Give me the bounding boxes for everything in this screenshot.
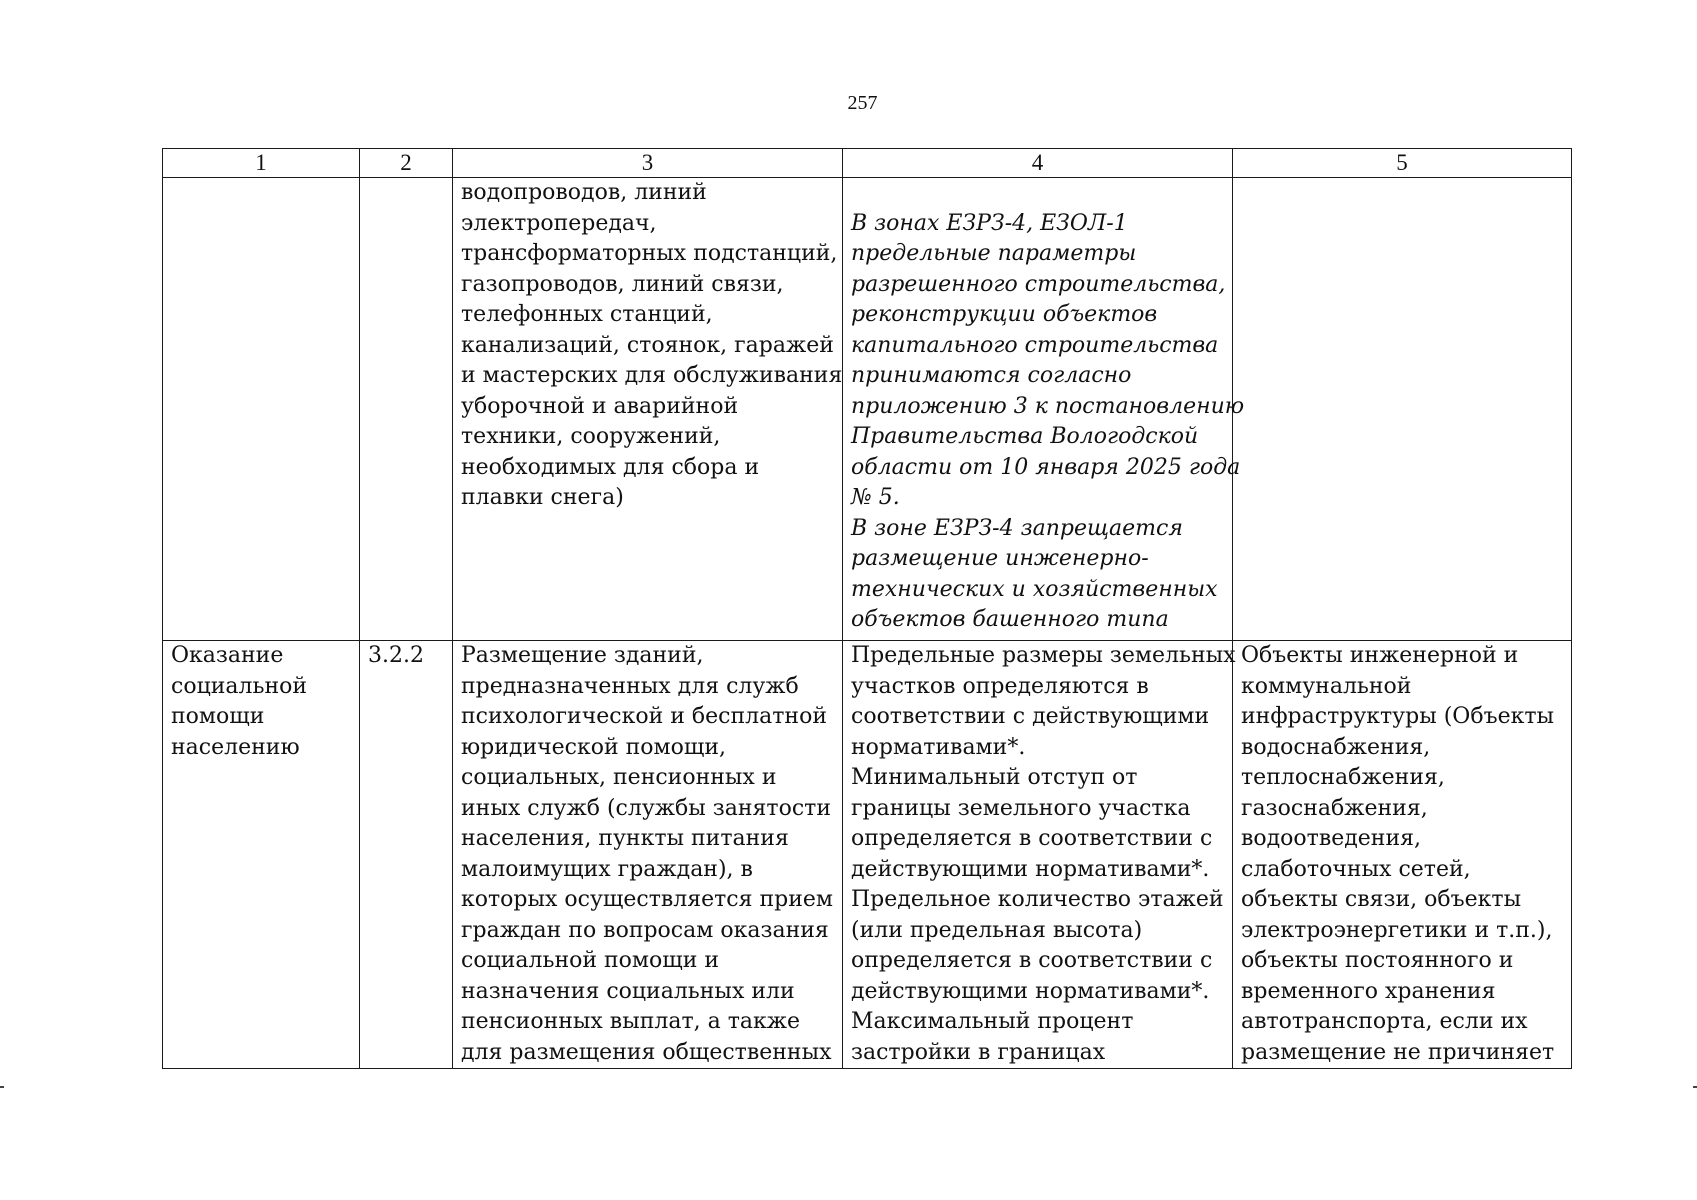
cell-text-line: Предельные размеры земельных (851, 643, 1236, 668)
column-header-2: 2 (360, 149, 453, 178)
cell-text-line: юридической помощи, (461, 734, 727, 760)
cell-auxiliary-objects (1233, 641, 1572, 1069)
cell-text-line: слаботочных сетей, (1241, 856, 1471, 882)
cell-text-line: социальных, пенсионных и (461, 765, 777, 790)
cell-text-line: определяется в соответствии с (851, 948, 1213, 973)
scan-edge-mark (1693, 1086, 1697, 1088)
column-header-1: 1 (163, 149, 360, 178)
cell-code (360, 178, 453, 641)
cell-text-line: техники, сооружений, (461, 424, 721, 449)
cell-text-line: теплоснабжения, (1241, 765, 1445, 790)
cell-text-line: границы земельного участка (851, 795, 1191, 821)
cell-text-line: инфраструктуры (Объекты (1241, 704, 1555, 729)
scan-edge-mark (0, 1086, 4, 1088)
cell-text-line: газопроводов, линий связи, (461, 271, 784, 297)
cell-text-line: действующими нормативами*. (851, 856, 1210, 882)
cell-text-line: определяется в соответствии с (851, 826, 1213, 851)
cell-text-line: области от 10 января 2025 года (851, 454, 1241, 480)
column-header-4: 4 (843, 149, 1233, 178)
cell-code (360, 641, 453, 1069)
page-number: 257 (847, 92, 878, 114)
cell-text-line: малоимущих граждан), в (461, 856, 753, 882)
cell-text-line: плавки снега) (461, 485, 624, 510)
cell-text-line: социальной помощи и (461, 948, 720, 973)
cell-text-line: Правительства Вологодской (851, 424, 1199, 449)
cell-text-line: В зоне ЕЗРЗ-4 запрещается (851, 515, 1183, 541)
column-header-3: 3 (453, 149, 843, 178)
cell-text-line: размещение инженерно- (851, 546, 1149, 571)
cell-text-line: Предельное количество этажей (851, 887, 1224, 912)
cell-text-line: объекты постоянного и (1241, 948, 1514, 973)
cell-text-line: и мастерских для обслуживания (461, 363, 843, 388)
cell-text-line: застройки в границах (851, 1039, 1106, 1065)
cell-text-line: принимаются согласно (851, 363, 1132, 388)
cell-text-line: газоснабжения, (1241, 795, 1428, 821)
cell-text-line: водоснабжения, (1241, 734, 1431, 760)
cell-text-line: автотранспорта, если их (1241, 1009, 1528, 1034)
cell-text-line: электропередач, (461, 210, 657, 236)
cell-text-line: Оказание (171, 643, 284, 668)
cell-text-line: трансформаторных подстанций, (461, 241, 838, 266)
cell-description (453, 178, 843, 641)
cell-text-line: населению (171, 734, 300, 760)
cell-text-line: предельные параметры (851, 241, 1137, 266)
cell-text-line: действующими нормативами*. (851, 978, 1210, 1004)
cell-text-line: предназначенных для служб (461, 673, 799, 699)
cell-text-line: 3.2.2 (368, 643, 424, 668)
cell-text-line: психологической и бесплатной (461, 704, 827, 729)
cell-text-line: технических и хозяйственных (851, 576, 1218, 602)
cell-text-line: временного хранения (1241, 978, 1496, 1004)
cell-parameters (843, 178, 1245, 641)
cell-text-line: иных служб (службы занятости (461, 795, 831, 821)
cell-text-line: участков определяются в (851, 673, 1149, 699)
cell-text-line: назначения социальных или (461, 978, 795, 1004)
cell-text-line: № 5. (851, 485, 900, 510)
cell-text-line: для размещения общественных (461, 1039, 832, 1065)
cell-text-line: водопроводов, линий (461, 180, 707, 205)
cell-parameters (843, 641, 1236, 1069)
cell-text-line: социальной (171, 673, 308, 699)
cell-text-line: нормативами*. (851, 734, 1026, 760)
cell-text-line: необходимых для сбора и (461, 454, 760, 480)
cell-text-line: реконструкции объектов (851, 302, 1158, 327)
cell-activity-name (163, 641, 360, 1069)
table-row (163, 641, 1572, 1069)
cell-text-line: граждан по вопросам оказания (461, 917, 829, 943)
cell-activity-name (163, 178, 360, 641)
cell-text-line: электроэнергетики и т.п.), (1241, 917, 1553, 943)
cell-text-line: объектов башенного типа (851, 607, 1169, 632)
cell-text-line: Объекты инженерной и (1241, 643, 1519, 668)
cell-text-line: уборочной и аварийной (461, 393, 739, 419)
cell-text-line: (или предельная высота) (851, 917, 1143, 943)
cell-text-line: коммунальной (1241, 673, 1412, 699)
cell-text-line: телефонных станций, (461, 302, 713, 327)
cell-text-line: приложению 3 к постановлению (851, 393, 1245, 419)
cell-text-line: помощи (171, 704, 265, 729)
cell-text-line: канализаций, стоянок, гаражей (461, 332, 834, 358)
cell-text-line: В зонах ЕЗРЗ-4, ЕЗОЛ-1 (851, 210, 1128, 236)
cell-text-line: которых осуществляется прием (461, 887, 834, 912)
cell-text-line: Размещение зданий, (461, 643, 704, 668)
cell-text-line: размещение не причиняет (1241, 1039, 1555, 1065)
table-header-row (163, 149, 1572, 178)
cell-text-line: соответствии с действующими (851, 704, 1210, 729)
column-header-5: 5 (1233, 149, 1572, 178)
cell-text-line: пенсионных выплат, а также (461, 1009, 801, 1034)
cell-text-line: Минимальный отступ от (851, 765, 1138, 790)
regulations-table (162, 148, 1572, 1069)
cell-text-line: населения, пункты питания (461, 826, 789, 851)
cell-text-line: объекты связи, объекты (1241, 887, 1522, 912)
cell-text-line: разрешенного строительства, (851, 271, 1226, 297)
cell-description (453, 641, 843, 1069)
cell-auxiliary-objects (1233, 178, 1572, 641)
cell-text-line (851, 178, 1224, 209)
table-row (163, 178, 1572, 641)
cell-text-line: водоотведения, (1241, 826, 1422, 851)
cell-text-line: капитального строительства (851, 332, 1219, 358)
cell-text-line: Максимальный процент (851, 1009, 1134, 1034)
